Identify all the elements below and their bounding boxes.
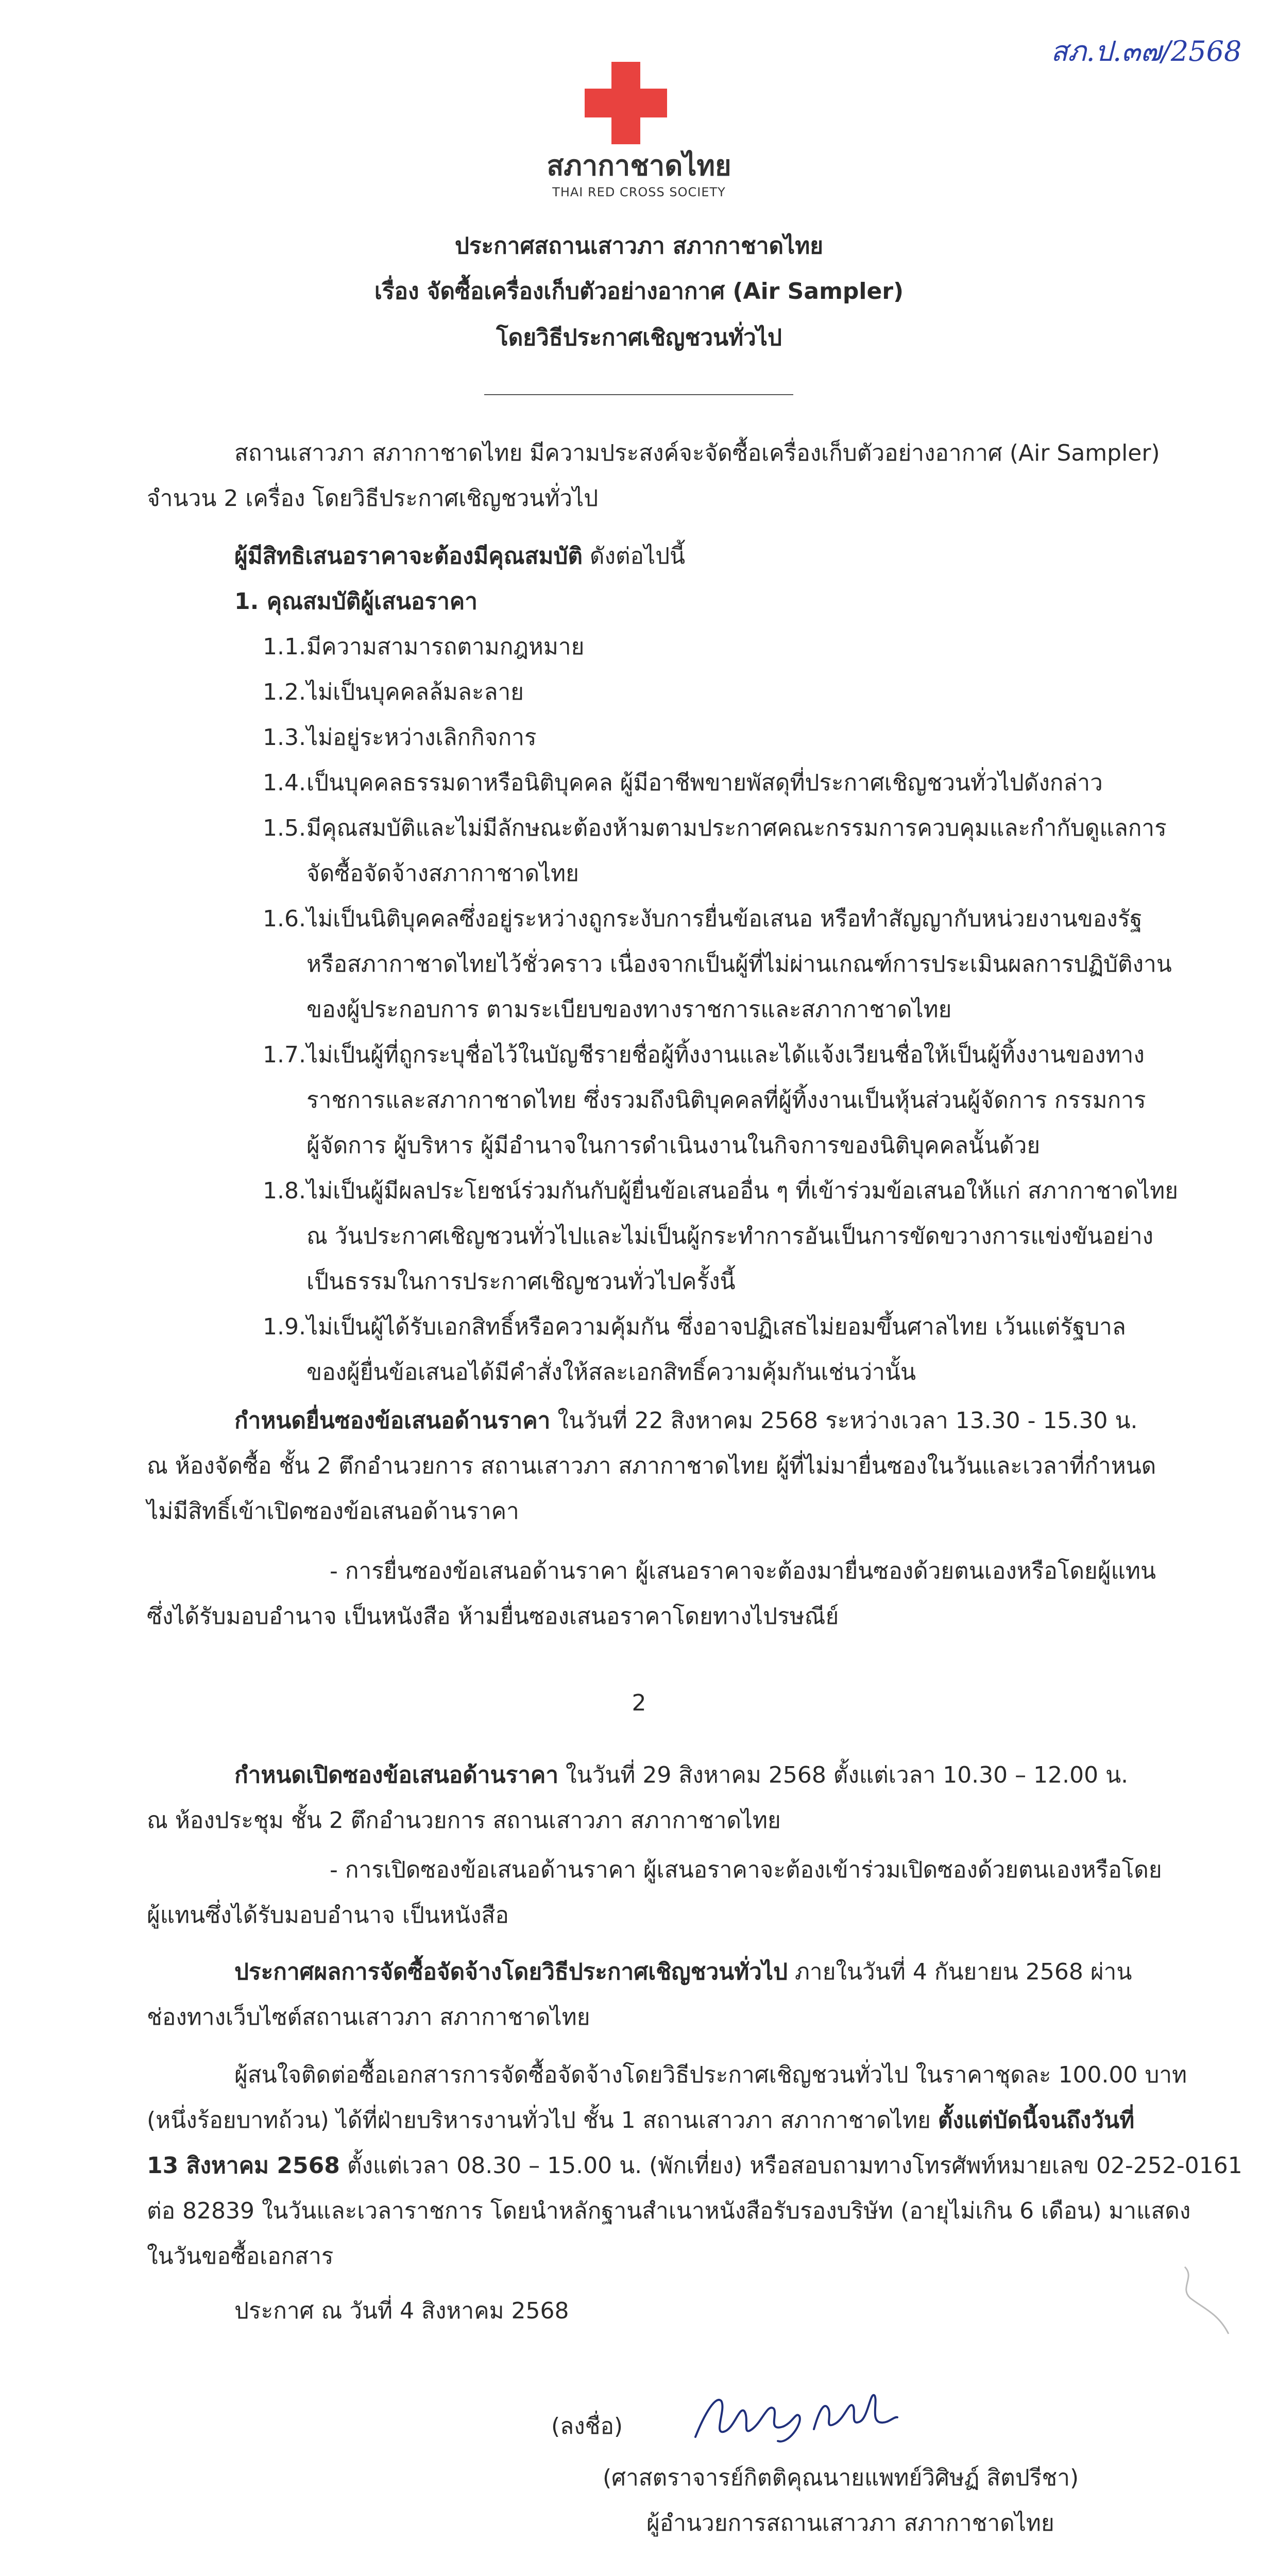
opening-note-2: ผู้แทนซึ่งได้รับมอบอำนาจ เป็นหนังสือ [147,1902,509,1928]
qualification-item-number: 1.1. [263,634,306,660]
qualification-item-text: ผู้จัดการ ผู้บริหาร ผู้มีอำนาจในการดำเนินงานในกิจการของนิติบุคคลนั้นด้วย [306,1132,1041,1159]
purchase-hours-phone: ตั้งแต่เวลา 08.30 – 15.00 น. (พักเที่ยง) หรือสอบถามทางโทรศัพท์หมายเลข 02-252-0161 [339,2153,1242,2179]
signatory-title: ผู้อำนวยการสถานเสาวภา สภากาชาดไทย [646,2510,1054,2536]
red-cross-logo-icon [585,62,667,144]
qualification-item-text: ไม่เป็นผู้ได้รับเอกสิทธิ์หรือความคุ้มกัน ซึ่งอาจปฏิเสธไม่ยอมขึ้นศาลไทย เว้นแต่รัฐบาล [306,1314,1126,1340]
signatory-name: (ศาสตราจารย์กิตติคุณนายแพทย์วิศิษฏ์ สิตปรีชา) [603,2465,1079,2491]
qualification-item-text: หรือสภากาชาดไทยไว้ชั่วคราว เนื่องจากเป็นผู้ที่ไม่ผ่านเกณฑ์การประเมินผลการปฏิบัติงาน [306,951,1172,977]
qualification-item-number: 1.5. [263,815,306,841]
purchase-line-4: ต่อ 82839 ในวันและเวลาราชการ โดยนำหลักฐานสำเนาหนังสือรับรองบริษัท (อายุไม่เกิน 6 เดือน) มาแสดง [147,2198,1191,2224]
qualification-item-text: ไม่เป็นผู้มีผลประโยชน์ร่วมกันกับผู้ยื่นข้อเสนออื่น ๆ ที่เข้าร่วมข้อเสนอให้แก่ สภากาชาดไทย [306,1178,1179,1204]
submission-heading: กำหนดยื่นซองข้อเสนอด้านราคา [234,1408,551,1434]
announcement-title: ประกาศสถานเสาวภา สภากาชาดไทย [454,233,824,259]
purchase-period-start: ตั้งแต่บัดนี้จนถึงวันที่ [938,2107,1135,2133]
qualification-item-text: มีความสามารถตามกฎหมาย [306,634,585,660]
result-date: ภายในวันที่ 4 กันยายน 2568 ผ่าน [788,1959,1132,1985]
purchase-location: (หนึ่งร้อยบาทถ้วน) ได้ที่ฝ่ายบริหารงานทั่วไป ชั้น 1 สถานเสาวภา สภากาชาดไทย [147,2107,938,2133]
qualification-item-number: 1.6. [263,906,306,932]
announcement-method: โดยวิธีประกาศเชิญชวนทั่วไป [496,325,782,351]
submission-line-1 [234,1405,1138,1436]
qualification-item-text: เป็นธรรมในการประกาศเชิญชวนทั่วไปครั้งนี้ [306,1268,736,1295]
qualification-item-text: ของผู้ประกอบการ ตามระเบียบของทางราชการและสภากาชาดไทย [306,996,952,1023]
submission-note-1: - การยื่นซองข้อเสนอด้านราคา ผู้เสนอราคาจะต้องมายื่นซองด้วยตนเองหรือโดยผู้แทน [330,1558,1156,1584]
page-number: 2 [632,1690,646,1716]
signature-scribble [685,2380,901,2447]
qualification-item-text: เป็นบุคคลธรรมดาหรือนิติบุคคล ผู้มีอาชีพขายพัสดุที่ประกาศเชิญชวนทั่วไปดังกล่าว [306,770,1103,796]
intro-line-1: สถานเสาวภา สภากาชาดไทย มีความประสงค์จะจัดซื้อเครื่องเก็บตัวอย่างอากาศ (Air Sampler) [234,440,1160,466]
qualification-intro-rest: ดังต่อไปนี้ [582,543,686,569]
intro-line-2: จำนวน 2 เครื่อง โดยวิธีประกาศเชิญชวนทั่วไป [147,485,599,512]
result-line-2: ช่องทางเว็บไซต์สถานเสาวภา สภากาชาดไทย [147,2004,590,2030]
org-name-english: THAI RED CROSS SOCIETY [552,185,726,199]
result-heading: ประกาศผลการจัดซื้อจัดจ้างโดยวิธีประกาศเชิญชวนทั่วไป [234,1959,788,1985]
submission-note-2: ซึ่งได้รับมอบอำนาจ เป็นหนังสือ ห้ามยื่นซองเสนอราคาโดยทางไปรษณีย์ [147,1603,839,1630]
purchase-line-3 [147,2150,1242,2181]
qualification-item-text: จัดซื้อจัดจ้างสภากาชาดไทย [306,860,579,887]
submission-date: ในวันที่ 22 สิงหาคม 2568 ระหว่างเวลา 13.30 - 15.30 น. [550,1408,1138,1434]
announce-date: ประกาศ ณ วันที่ 4 สิงหาคม 2568 [234,2298,569,2324]
handwritten-reference: สภ.ป.๓๗/2568 [1051,35,1242,67]
purchase-line-5: ในวันขอซื้อเอกสาร [147,2243,334,2269]
qualification-item-text: ไม่เป็นบุคคลล้มละลาย [306,679,524,705]
signature-label: (ลงชื่อ) [551,2413,623,2439]
opening-heading: กำหนดเปิดซองข้อเสนอด้านราคา [234,1762,559,1788]
qualification-item-text: ณ วันประกาศเชิญชวนทั่วไปและไม่เป็นผู้กระทำการอันเป็นการขัดขวางการแข่งขันอย่าง [306,1223,1154,1249]
opening-date: ในวันที่ 29 สิงหาคม 2568 ตั้งแต่เวลา 10.30 – 12.00 น. [558,1762,1129,1788]
qualification-intro [234,541,685,572]
qualification-item-number: 1.9. [263,1314,306,1340]
opening-line-1 [234,1760,1128,1791]
qualification-intro-bold: ผู้มีสิทธิเสนอราคาจะต้องมีคุณสมบัติ [234,543,583,569]
qualification-item-number: 1.7. [263,1042,306,1068]
submission-line-2: ณ ห้องจัดซื้อ ชั้น 2 ตึกอำนวยการ สถานเสาวภา สภากาชาดไทย ผู้ที่ไม่มายื่นซองในวันและเวลาที่กำหนด [147,1453,1156,1479]
result-line-1 [234,1957,1132,1988]
submission-line-3: ไม่มีสิทธิ์เข้าเปิดซองข้อเสนอด้านราคา [147,1498,519,1524]
header-divider [484,394,793,395]
qualification-item-text: ของผู้ยื่นข้อเสนอได้มีคำสั่งให้สละเอกสิทธิ์ความคุ้มกันเช่นว่านั้น [306,1359,916,1385]
opening-note-1: - การเปิดซองข้อเสนอด้านราคา ผู้เสนอราคาจะต้องเข้าร่วมเปิดซองด้วยตนเองหรือโดย [330,1857,1162,1883]
qualification-item-number: 1.8. [263,1178,306,1204]
qualification-item-number: 1.4. [263,770,306,796]
org-name-thai: สภากาชาดไทย [547,149,731,182]
qualification-item-number: 1.3. [263,724,306,751]
purchase-line-1: ผู้สนใจติดต่อซื้อเอกสารการจัดซื้อจัดจ้างโดยวิธีประกาศเชิญชวนทั่วไป ในราคาชุดละ 100.00 บาท [234,2062,1187,2088]
qualification-item-text: ไม่เป็นผู้ที่ถูกระบุชื่อไว้ในบัญชีรายชื่อผู้ทิ้งงานและได้แจ้งเวียนชื่อให้เป็นผู้ทิ้งงานของทาง [306,1042,1145,1068]
purchase-deadline: 13 สิงหาคม 2568 [147,2153,340,2179]
purchase-line-2 [147,2105,1134,2136]
qualification-item-text: มีคุณสมบัติและไม่มีลักษณะต้องห้ามตามประกาศคณะกรรมการควบคุมและกำกับดูแลการ [306,815,1167,841]
announcement-subject: เรื่อง จัดซื้อเครื่องเก็บตัวอย่างอากาศ (Air Sampler) [374,278,904,304]
qualification-item-text: ไม่อยู่ระหว่างเลิกกิจการ [306,724,537,751]
section-1-heading: 1. คุณสมบัติผู้เสนอราคา [234,588,478,615]
opening-line-2: ณ ห้องประชุม ชั้น 2 ตึกอำนวยการ สถานเสาวภา สภากาชาดไทย [147,1807,781,1834]
qualification-item-text: ราชการและสภากาชาดไทย ซึ่งรวมถึงนิติบุคคลที่ผู้ทิ้งงานเป็นหุ้นส่วนผู้จัดการ กรรมการ [306,1087,1146,1113]
qualification-item-number: 1.2. [263,679,306,705]
margin-mark [1174,2257,1236,2339]
qualification-item-text: ไม่เป็นนิติบุคคลซึ่งอยู่ระหว่างถูกระงับการยื่นข้อเสนอ หรือทำสัญญากับหน่วยงานของรัฐ [306,906,1143,932]
